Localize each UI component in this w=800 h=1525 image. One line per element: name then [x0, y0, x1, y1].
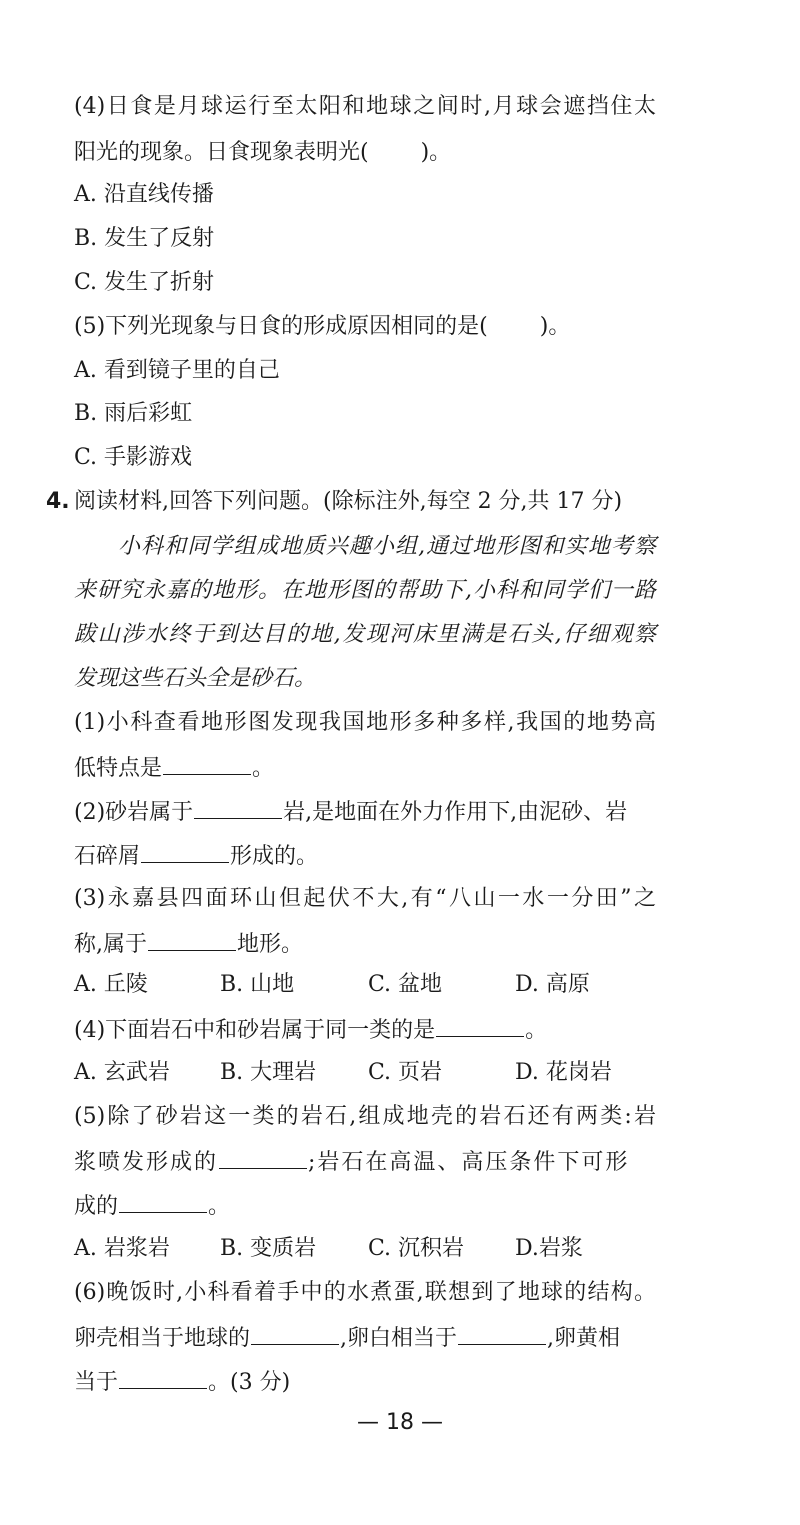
question-number: 4.	[46, 489, 70, 514]
q4-p4-end: 。	[525, 1018, 548, 1043]
q3-p5-option-a[interactable]: A. 看到镜子里的自己	[74, 358, 280, 383]
q4-p1-line1: (1)小科查看地形图发现我国地形多种多样,我国的地势高	[74, 710, 656, 735]
q4-p5-line3	[74, 1190, 230, 1220]
q4-p6-mid: ,卵白相当于	[340, 1326, 458, 1351]
answer-blank[interactable]	[119, 1190, 207, 1213]
q4-p3-line2	[74, 928, 303, 958]
answer-blank[interactable]	[251, 1322, 339, 1345]
q4-p5-option-c[interactable]: C. 沉积岩	[368, 1236, 465, 1261]
q3-p5-line	[74, 312, 570, 342]
q4-p3-option-b[interactable]: B. 山地	[220, 972, 295, 997]
q3-p5-option-c[interactable]: C. 手影游戏	[74, 445, 193, 470]
q4-p5-stem: 浆喷发形成的	[74, 1150, 219, 1175]
q3-p4-line1: (4)日食是月球运行至太阳和地球之间时,月球会遮挡住太	[74, 94, 656, 119]
q3-p4-stem: 阳光的现象。日食现象表明光(	[74, 140, 369, 165]
q4-p2-stem: (2)砂岩属于	[74, 800, 194, 825]
q4-p3-stem: 称,属于	[74, 932, 147, 957]
answer-blank[interactable]	[219, 1146, 307, 1169]
q4-p2-stem-rest: 岩,是地面在外力作用下,由泥砂、岩	[283, 800, 628, 825]
q4-p2-line2-start: 石碎屑	[74, 844, 141, 869]
q4-p1-stem: 低特点是	[74, 756, 163, 781]
q4-p3-line1: (3)永嘉县四面环山但起伏不大,有“八山一水一分田”之	[74, 886, 656, 911]
q4-p5-option-a[interactable]: A. 岩浆岩	[74, 1236, 170, 1261]
q4-p5-option-b[interactable]: B. 变质岩	[220, 1236, 317, 1261]
q3-p4-stem-end: )。	[420, 140, 452, 165]
q4-p6-line1: (6)晚饭时,小科看着手中的水煮蛋,联想到了地球的结构。	[74, 1280, 656, 1305]
q4-p6-line3-start: 当于	[74, 1370, 119, 1395]
answer-blank[interactable]	[163, 752, 251, 775]
answer-blank[interactable]	[458, 1322, 546, 1345]
q4-p4-option-a[interactable]: A. 玄武岩	[74, 1060, 170, 1085]
q4-story-line1: 小科和同学组成地质兴趣小组,通过地形图和实地考察	[118, 534, 656, 559]
page-number: — 18 —	[357, 1410, 443, 1435]
q3-p4-line2	[74, 138, 451, 168]
q4-p2-line1	[74, 796, 627, 826]
q3-p5-stem: (5)下列光现象与日食的形成原因相同的是(	[74, 314, 488, 339]
q3-p4-option-c[interactable]: C. 发生了折射	[74, 270, 215, 295]
q4-story-line3: 跋山涉水终于到达目的地,发现河床里满是石头,仔细观察	[74, 622, 656, 647]
q4-p5-line1: (5)除了砂岩这一类的岩石,组成地壳的岩石还有两类:岩	[74, 1104, 656, 1129]
q4-header: 阅读材料,回答下列问题。(除标注外,每空 2 分,共 17 分)	[74, 489, 623, 514]
q3-p4-option-b[interactable]: B. 发生了反射	[74, 226, 215, 251]
q3-p5-option-b[interactable]: B. 雨后彩虹	[74, 401, 193, 426]
answer-blank[interactable]	[148, 928, 236, 951]
q4-p4-option-c[interactable]: C. 页岩	[368, 1060, 443, 1085]
q4-p3-option-a[interactable]: A. 丘陵	[74, 972, 148, 997]
q4-p1-end: 。	[252, 756, 275, 781]
q4-p4-option-b[interactable]: B. 大理岩	[220, 1060, 317, 1085]
q4-p6-stem: 卵壳相当于地球的	[74, 1326, 251, 1351]
q4-p4-option-d[interactable]: D. 花岗岩	[515, 1060, 612, 1085]
q3-p4-option-a[interactable]: A. 沿直线传播	[74, 182, 214, 207]
q4-p4-line	[74, 1014, 547, 1044]
answer-blank[interactable]	[436, 1014, 524, 1037]
q4-p2-line2-end: 形成的。	[230, 844, 319, 869]
q4-p6-line2	[74, 1322, 620, 1352]
q4-p1-line2	[74, 752, 274, 782]
answer-blank[interactable]	[141, 840, 229, 863]
q4-p3-option-c[interactable]: C. 盆地	[368, 972, 443, 997]
q3-p5-stem-end: )。	[539, 314, 571, 339]
q4-p5-option-d[interactable]: D.岩浆	[515, 1236, 583, 1261]
q4-p5-stem-rest: ;岩石在高温、高压条件下可形	[308, 1150, 630, 1175]
q4-p3-end: 地形。	[237, 932, 304, 957]
answer-blank[interactable]	[194, 796, 282, 819]
q4-p6-line3	[74, 1366, 290, 1396]
q4-p5-line2	[74, 1146, 629, 1176]
q4-story-line4: 发现这些石头全是砂石。	[74, 666, 317, 691]
q4-p5-line3-start: 成的	[74, 1194, 119, 1219]
q4-p2-line2	[74, 840, 318, 870]
q4-p5-line3-end: 。	[208, 1194, 231, 1219]
answer-blank[interactable]	[119, 1366, 207, 1389]
q4-p6-line3-end: 。(3 分)	[208, 1370, 291, 1395]
q4-p4-stem: (4)下面岩石中和砂岩属于同一类的是	[74, 1018, 436, 1043]
q4-p3-option-d[interactable]: D. 高原	[515, 972, 590, 997]
q4-story-line2: 来研究永嘉的地形。在地形图的帮助下,小科和同学们一路	[74, 578, 656, 603]
q4-p6-end: ,卵黄相	[547, 1326, 621, 1351]
